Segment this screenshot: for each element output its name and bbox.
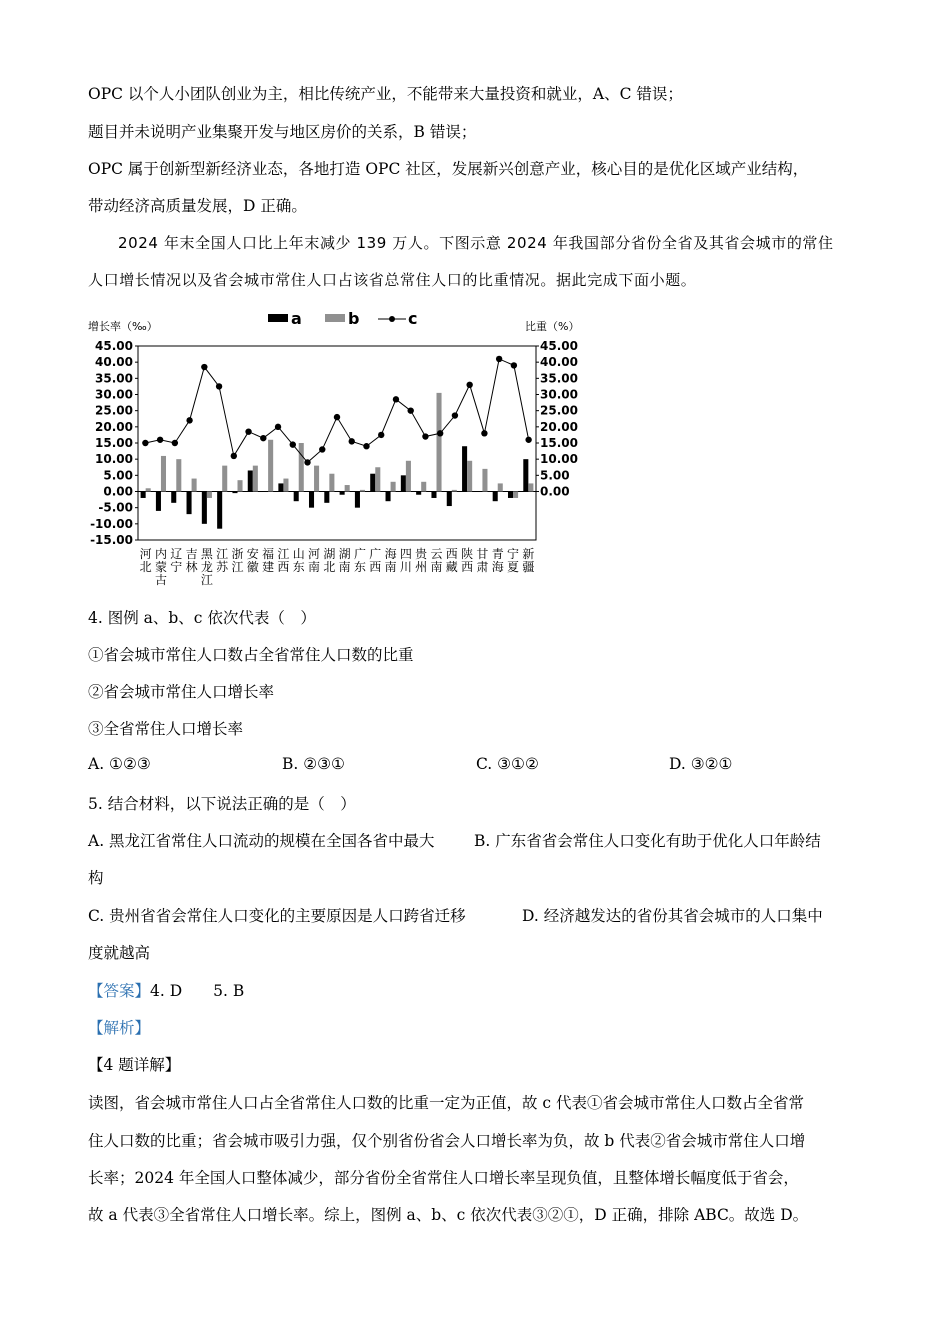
series-c-point <box>304 459 310 465</box>
detail-line: 长率；2024 年全国人口整体减少，部分省份全省常住人口增长率呈现负值，且整体增长幅度低于省会， <box>88 1169 799 1187</box>
left-tick-label: 10.00 <box>95 452 133 467</box>
bar-a <box>416 492 421 495</box>
bar-a <box>370 474 375 492</box>
detail-tag: 【4 题详解】 <box>88 1056 181 1074</box>
bar-a <box>217 492 222 529</box>
series-c-point <box>319 446 325 452</box>
series-c-point <box>408 407 414 413</box>
category-label: 吉林 <box>185 547 198 574</box>
q4-option-d: D. ③②① <box>669 755 733 773</box>
series-c-point <box>231 453 237 459</box>
category-label: 海南 <box>384 547 397 574</box>
bar-a <box>508 492 513 498</box>
growth-chart <box>88 309 580 587</box>
category-label: 新疆 <box>522 547 535 574</box>
detail-line: 故 a 代表③全省常住人口增长率。综上，图例 a、b、c 依次代表③②①，D 正确，排除 ABC。故选 D。 <box>88 1206 809 1224</box>
left-tick-label: 45.00 <box>95 339 133 353</box>
left-tick-label: -15.00 <box>90 533 133 547</box>
category-label: 江苏 <box>216 547 229 574</box>
bar-b <box>253 466 258 492</box>
bar-a <box>493 492 498 502</box>
intro-line: 人口增长情况以及省会城市常住人口占该省总常住人口的比重情况。据此完成下面小题。 <box>88 271 697 289</box>
q5-option-b: B. 广东省省会常住人口变化有助于优化人口年龄结 <box>474 832 821 850</box>
category-label: 浙江 <box>231 547 244 574</box>
left-axis-label: 增长率（‰） <box>88 320 158 333</box>
bar-b <box>467 461 472 492</box>
series-c-point <box>260 435 266 441</box>
bar-b <box>528 483 533 491</box>
series-c-point <box>525 437 531 443</box>
bar-b <box>329 474 334 492</box>
bar-b <box>437 393 442 492</box>
category-label: 贵州 <box>415 547 428 574</box>
bar-a <box>278 483 283 491</box>
right-tick-label: 15.00 <box>540 436 578 450</box>
left-tick-label: 0.00 <box>103 484 133 499</box>
category-label: 山东 <box>292 547 305 574</box>
series-c-point <box>142 440 148 446</box>
left-tick-label: 30.00 <box>95 387 133 402</box>
bar-b <box>192 479 197 492</box>
text-line: 带动经济高质量发展，D 正确。 <box>88 197 307 215</box>
bar-b <box>207 492 212 498</box>
category-label: 内蒙古 <box>154 547 167 587</box>
bar-b <box>283 479 288 492</box>
series-c-point <box>186 417 192 423</box>
answer-tag: 【答案】 <box>88 982 151 1000</box>
q4-option-c: C. ③①② <box>476 755 539 773</box>
left-tick-label: 25.00 <box>95 403 133 418</box>
q5-option-a: A. 黑龙江省常住人口流动的规模在全国各省中最大 <box>88 832 435 850</box>
left-tick-label: -5.00 <box>98 500 133 515</box>
answer-text: 4. D 5. B <box>150 982 245 1000</box>
bar-b <box>146 488 151 491</box>
bar-a <box>523 459 528 491</box>
series-c-point <box>349 438 355 444</box>
bar-a <box>355 492 360 508</box>
series-c-point <box>496 356 502 362</box>
bar-a <box>324 492 329 503</box>
right-tick-label: 20.00 <box>540 419 578 434</box>
category-label: 四川 <box>399 547 412 574</box>
right-tick-label: 5.00 <box>540 468 570 483</box>
legend-swatch-b <box>325 314 345 322</box>
category-label: 广东 <box>353 547 366 574</box>
series-c-point <box>245 428 251 434</box>
category-label: 河北 <box>139 547 152 574</box>
bar-b <box>360 490 365 492</box>
bar-a <box>248 470 253 491</box>
category-label: 广西 <box>369 547 382 574</box>
bar-b <box>375 467 380 491</box>
category-label: 辽宁 <box>170 547 183 574</box>
series-c-point <box>511 362 517 368</box>
series-c-point <box>466 382 472 388</box>
series-c-point <box>290 441 296 447</box>
bar-a <box>431 492 436 498</box>
legend-label-a: a <box>291 309 302 328</box>
right-tick-label: 45.00 <box>540 339 578 353</box>
q5-stem: 5. 结合材料，以下说法正确的是（ ） <box>88 795 356 813</box>
left-tick-label: 15.00 <box>95 436 133 450</box>
intro-line: 2024 年末全国人口比上年末减少 139 万人。下图示意 2024 年我国部分省份全省及其省会城市的常住 <box>118 234 834 252</box>
q5-option-b-cont: 构 <box>88 869 104 887</box>
right-tick-label: 30.00 <box>540 387 578 402</box>
series-c-line <box>145 359 528 462</box>
bar-b <box>498 483 503 491</box>
q5-option-d-cont: 度就越高 <box>88 944 151 962</box>
category-label: 甘肃 <box>476 547 489 574</box>
text-line: OPC 属于创新型新经济业态，各地打造 OPC 社区，发展新兴创意产业，核心目的是优化区域产业结构， <box>88 160 809 178</box>
detail-line: 读图，省会城市常住人口占全省常住人口数的比重一定为正值，故 c 代表①省会城市常住人口数占全省常 <box>88 1094 805 1112</box>
category-label: 云南 <box>430 547 443 574</box>
bar-a <box>232 492 237 494</box>
q5-option-d: D. 经济越发达的省份其省会城市的人口集中 <box>522 907 823 925</box>
bar-b <box>176 459 181 491</box>
series-c-point <box>157 437 163 443</box>
series-c-point <box>172 440 178 446</box>
bar-a <box>156 492 161 511</box>
category-label: 安徽 <box>246 547 259 574</box>
category-label: 宁夏 <box>507 547 520 574</box>
category-label: 黑龙江 <box>200 547 213 587</box>
bar-a <box>141 492 146 498</box>
bar-b <box>421 482 426 492</box>
bar-b <box>161 456 166 492</box>
series-c-point <box>378 432 384 438</box>
category-label: 湖北 <box>323 547 336 574</box>
series-c-point <box>334 414 340 420</box>
legend-swatch-a <box>268 314 288 322</box>
q4-option-a: A. ①②③ <box>88 755 151 773</box>
category-label: 河南 <box>308 547 321 574</box>
detail-line: 住人口数的比重；省会城市吸引力强，仅个别省份省会人口增长率为负，故 b 代表②省会城市常住人口增 <box>88 1132 806 1150</box>
bar-b <box>314 466 319 492</box>
bar-b <box>452 490 457 492</box>
bar-a <box>462 446 467 491</box>
q4-stem: 4. 图例 a、b、c 依次代表（ ） <box>88 609 316 627</box>
series-c-point <box>452 412 458 418</box>
q4-item: ①省会城市常住人口数占全省常住人口数的比重 <box>88 646 414 664</box>
q4-item: ②省会城市常住人口增长率 <box>88 683 275 701</box>
category-label: 陕西 <box>461 547 474 574</box>
bar-a <box>187 492 192 515</box>
bar-b <box>513 492 518 498</box>
legend-dot-c <box>389 316 395 322</box>
right-tick-label: 25.00 <box>540 403 578 418</box>
q4-item: ③全省常住人口增长率 <box>88 720 244 738</box>
series-c-point <box>216 383 222 389</box>
bar-a <box>294 492 299 502</box>
bar-b <box>406 461 411 492</box>
legend-label-b: b <box>348 309 360 328</box>
series-c-point <box>275 424 281 430</box>
series-c-point <box>393 396 399 402</box>
bar-b <box>345 485 350 491</box>
bar-a <box>171 492 176 503</box>
text-line: 题目并未说明产业集聚开发与地区房价的关系，B 错误； <box>88 123 477 141</box>
series-c-point <box>422 433 428 439</box>
right-tick-label: 0.00 <box>540 484 570 499</box>
category-label: 湖南 <box>338 547 351 574</box>
series-c-point <box>437 430 443 436</box>
bar-a <box>309 492 314 508</box>
series-c-point <box>481 430 487 436</box>
left-tick-label: 5.00 <box>103 468 133 483</box>
bar-a <box>202 492 207 524</box>
text-line: OPC 以个人小团队创业为主，相比传统产业，不能带来大量投资和就业，A、C 错误； <box>88 85 683 103</box>
category-label: 青海 <box>491 547 504 574</box>
left-tick-label: 20.00 <box>95 419 133 434</box>
q4-option-b: B. ②③① <box>282 755 345 773</box>
bar-b <box>299 443 304 492</box>
analysis-tag: 【解析】 <box>88 1019 151 1037</box>
bar-a <box>386 492 391 502</box>
series-c-point <box>363 443 369 449</box>
category-label: 江西 <box>277 547 290 574</box>
left-tick-label: 40.00 <box>95 355 133 370</box>
answer-line <box>88 979 244 1001</box>
right-tick-label: 40.00 <box>540 355 578 370</box>
series-c-point <box>201 364 207 370</box>
legend <box>268 309 417 328</box>
q5-option-c: C. 贵州省省会常住人口变化的主要原因是人口跨省迁移 <box>88 907 466 925</box>
bar-a <box>447 492 452 507</box>
bar-a <box>340 492 345 495</box>
left-tick-label: 35.00 <box>95 371 133 386</box>
right-tick-label: 10.00 <box>540 452 578 467</box>
plot-frame <box>138 346 536 540</box>
bar-b <box>222 466 227 492</box>
category-label: 西藏 <box>445 547 458 574</box>
category-label: 福建 <box>262 547 275 574</box>
bar-b <box>268 440 273 492</box>
bar-b <box>391 482 396 492</box>
legend-label-c: c <box>408 309 418 328</box>
bar-b <box>482 469 487 492</box>
bar-b <box>238 480 243 491</box>
right-tick-label: 35.00 <box>540 371 578 386</box>
left-tick-label: -10.00 <box>90 516 133 531</box>
bar-a <box>401 475 406 491</box>
right-axis-label: 比重（%） <box>525 320 580 333</box>
